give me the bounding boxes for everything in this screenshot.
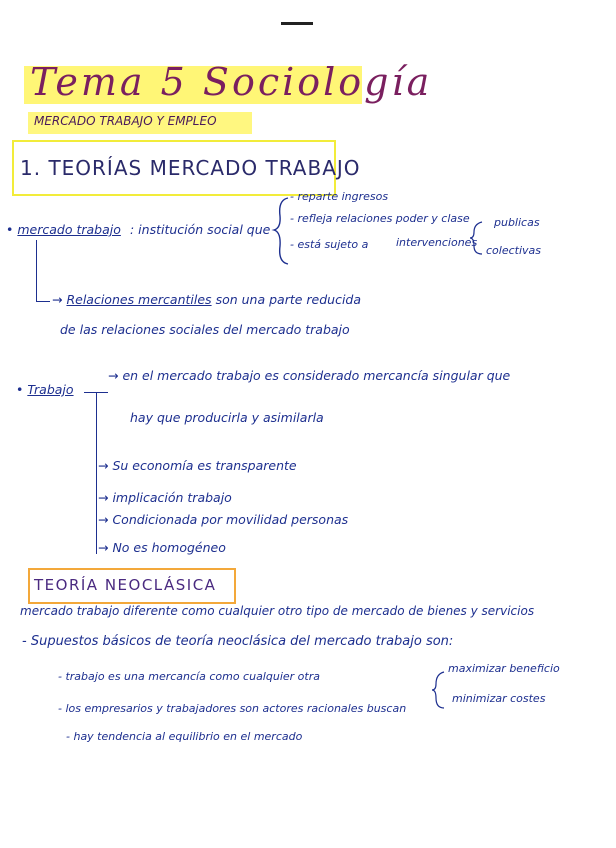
maximizar-label: maximizar beneficio (448, 662, 560, 675)
mercado-definition: : institución social que (130, 222, 271, 237)
objetivos-brace (430, 670, 446, 710)
mercado-label: • mercado trabajo (6, 222, 121, 237)
brace-item-1: - reparte ingresos (290, 190, 389, 203)
intervenciones-brace (468, 220, 484, 256)
trabajo-item-3: → implicación trabajo (98, 490, 232, 505)
neoclasica-line-3: - trabajo es una mercancía como cualquier otra (58, 670, 320, 683)
trabajo-item-3-text: implicación trabajo (112, 490, 232, 505)
relaciones-line-2: de las relaciones sociales del mercado trabajo (60, 322, 350, 337)
relaciones-line-1: → Relaciones mercantiles son una parte reducida (52, 292, 362, 307)
intervenciones-label: intervenciones (396, 236, 478, 249)
brace-item-3: - está sujeto a (290, 238, 369, 251)
minimizar-label: minimizar costes (452, 692, 546, 705)
colectivas-label: colectivas (486, 244, 541, 257)
page-title: Tema 5 Sociología (30, 60, 433, 104)
page-subtitle: MERCADO TRABAJO Y EMPLEO (34, 114, 217, 128)
trabajo-term: Trabajo (27, 382, 74, 397)
section1-heading: 1. TEORÍAS MERCADO TRABAJO (20, 156, 361, 180)
relaciones-rest: son una parte reducida (215, 292, 362, 307)
definition-brace (272, 196, 292, 266)
neoclasica-line-5: - hay tendencia al equilibrio en el mercado (66, 730, 303, 743)
neoclasica-line-4: - los empresarios y trabajadores son actores racionales buscan (58, 702, 407, 715)
trabajo-item-4: → Condicionada por movilidad personas (98, 512, 349, 527)
trabajo-item-5-text: No es homogéneo (112, 540, 226, 555)
publicas-label: publicas (494, 216, 540, 229)
trabajo-vertical-line (96, 392, 97, 554)
trabajo-item-1: → en el mercado trabajo es considerado mercancía singular que (108, 368, 511, 383)
trabajo-item-2-text: Su economía es transparente (112, 458, 297, 473)
connector-line (36, 240, 37, 302)
section2-heading: TEORÍA NEOCLÁSICA (34, 576, 217, 594)
brace-item-2: - refleja relaciones poder y clase (290, 212, 470, 225)
page-top-mark (281, 22, 313, 25)
relaciones-term: Relaciones mercantiles (66, 292, 212, 307)
trabajo-item-2: → Su economía es transparente (98, 458, 297, 473)
trabajo-label: • Trabajo (16, 382, 74, 397)
trabajo-item-4-text: Condicionada por movilidad personas (112, 512, 349, 527)
connector-line (36, 301, 50, 302)
trabajo-item-5: → No es homogéneo (98, 540, 226, 555)
mercado-term: mercado trabajo (17, 222, 121, 237)
neoclasica-line-1: mercado trabajo diferente como cualquier otro tipo de mercado de bienes y servicios (20, 604, 535, 618)
trabajo-item-1-text: en el mercado trabajo es considerado mercancía singular que (122, 368, 511, 383)
neoclasica-line-2: - Supuestos básicos de teoría neoclásica del mercado trabajo son: (22, 634, 454, 649)
trabajo-item-1b: hay que producirla y asimilarla (130, 410, 324, 425)
